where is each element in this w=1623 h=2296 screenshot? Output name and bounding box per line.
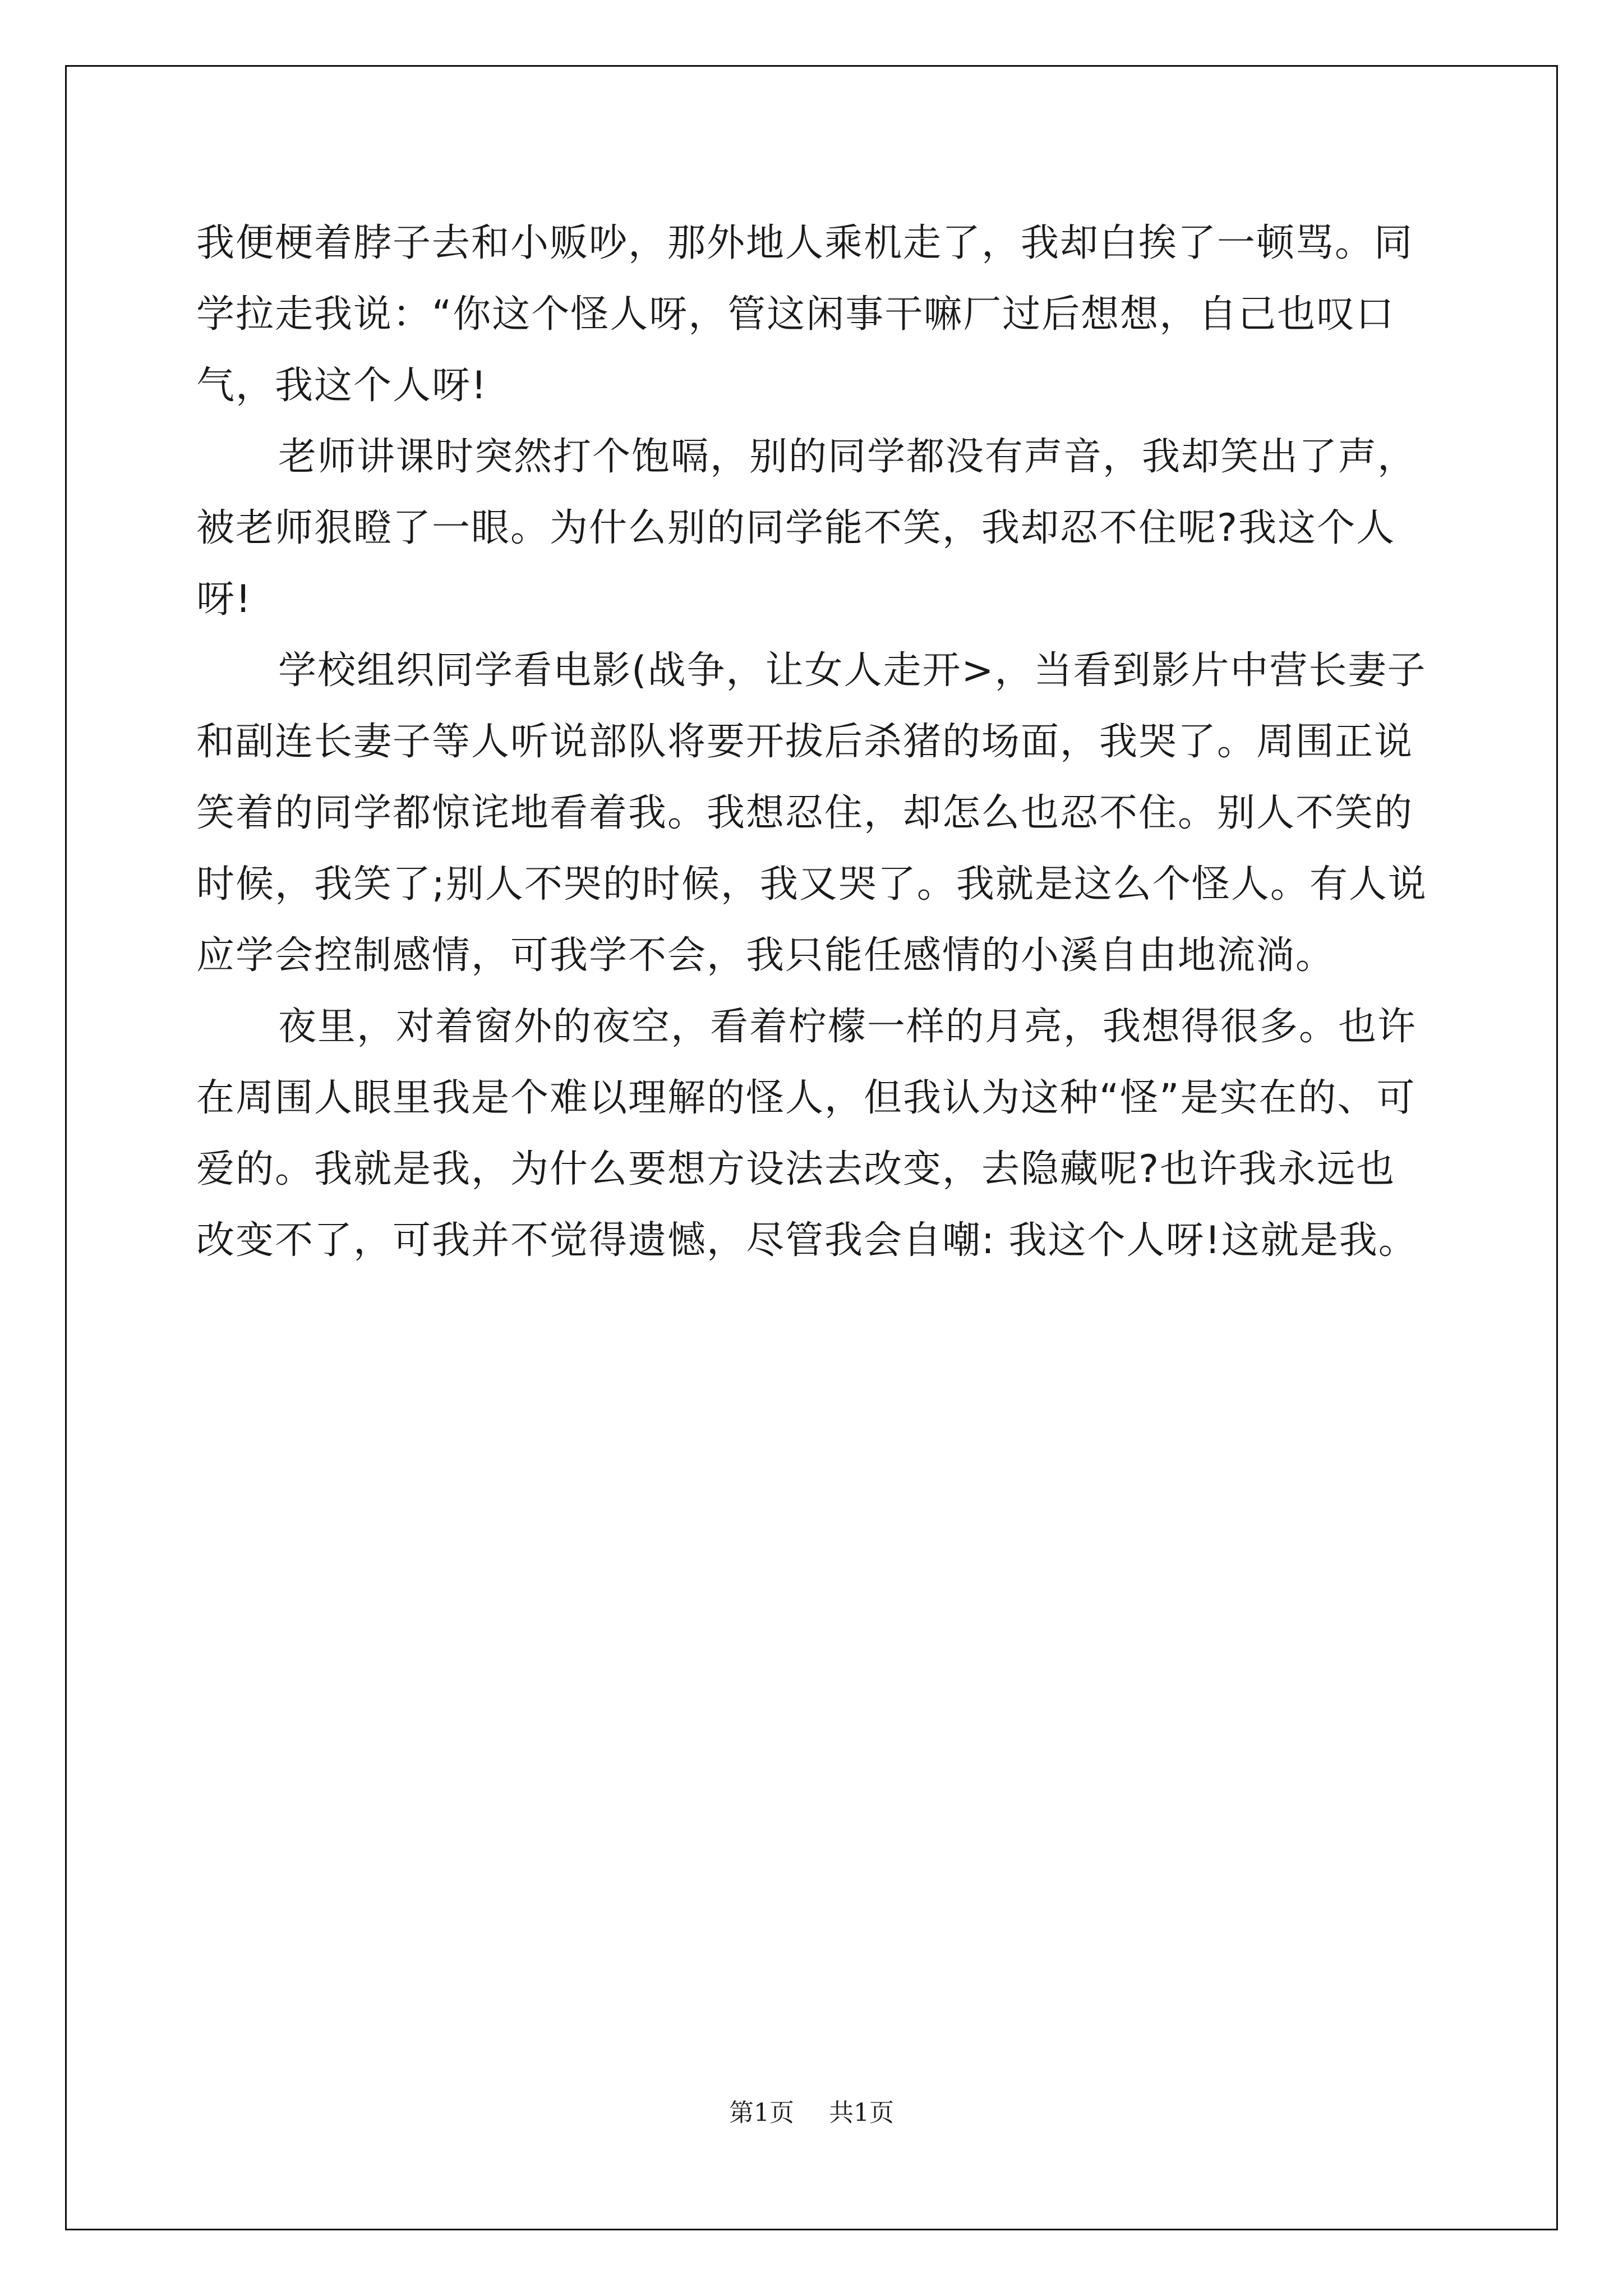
paragraph-1: 我便梗着脖子去和小贩吵，那外地人乘机走了，我却白挨了一顿骂。同学拉走我说：“你这个怪人呀，管这闲事干嘛厂过后想想，自己也叹口气，我这个人呀! bbox=[196, 221, 1414, 408]
document-body bbox=[196, 208, 1430, 1276]
page-number-total: 共1页 bbox=[829, 2099, 894, 2127]
paragraph-2: 老师讲课时突然打个饱嗝，别的同学都没有声音，我却笑出了声，被老师狠瞪了一眼。为什么别的同学能不笑，我却忍不住呢?我这个人呀! bbox=[196, 435, 1417, 622]
page-footer bbox=[0, 2092, 1623, 2128]
paragraph-3: 学校组织同学看电影(战争，让女人走开>，当看到影片中营长妻子和副连长妻子等人听说部队将要开拔后杀猪的场面，我哭了。周围正说笑着的同学都惊诧地看着我。我想忍住，却怎么也忍不住。别人不笑的时候，我笑了;别人不哭的时候，我又哭了。我就是这么个怪人。有人说应学会控制感情，可我学不会，我只能任感情的小溪自由地流淌。 bbox=[196, 648, 1427, 978]
paragraph-4: 夜里，对着窗外的夜空，看着柠檬一样的月亮，我想得很多。也许在周围人眼里我是个难以理解的怪人，但我认为这种“怪”是实在的、可爱的。我就是我，为什么要想方设法去改变，去隐藏呢?也许我永远也改变不了，可我并不觉得遗憾，尽管我会自嘲: 我这个人呀!这就是我。 bbox=[196, 1005, 1418, 1263]
page-number-current: 第1页 bbox=[729, 2099, 794, 2127]
